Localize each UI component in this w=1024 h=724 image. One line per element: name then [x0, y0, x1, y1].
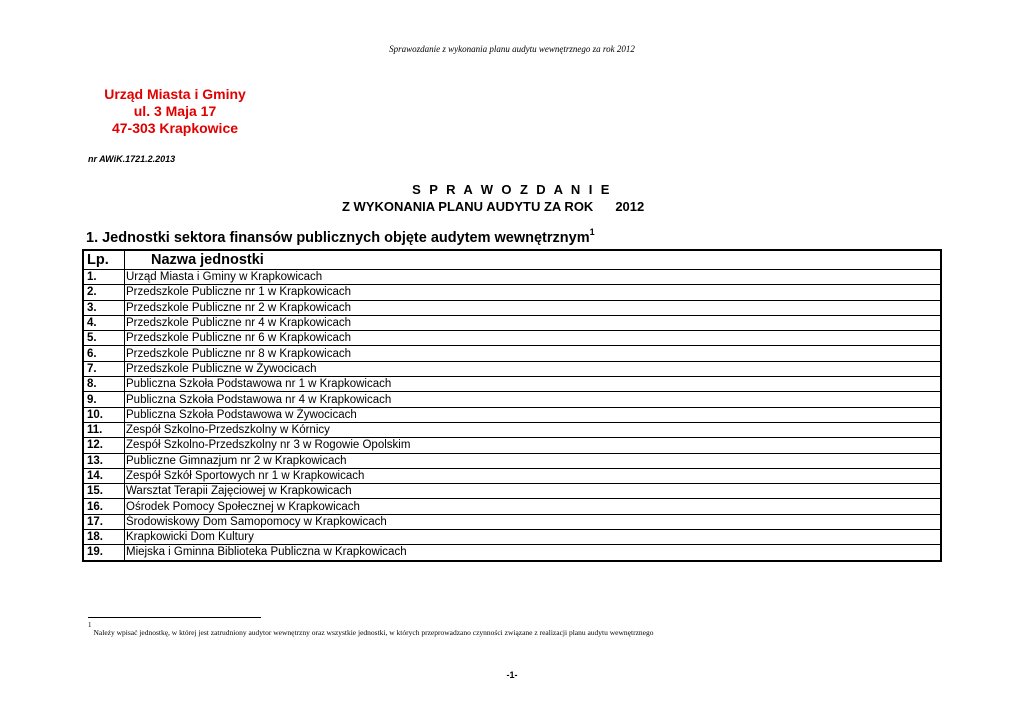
footnote-mark: 1: [88, 621, 92, 629]
table-row: [83, 361, 941, 376]
table-row: [83, 530, 941, 545]
organization-address-block: [80, 86, 270, 137]
unit-name: Publiczna Szkoła Podstawowa nr 1 w Krapkowicach: [125, 377, 942, 392]
report-year: 2012: [615, 199, 645, 214]
row-number: 5.: [83, 331, 125, 346]
organization-name: Urząd Miasta i Gminy: [104, 86, 246, 102]
units-table-body: [83, 270, 941, 561]
row-number: 16.: [83, 499, 125, 514]
row-number: 15.: [83, 484, 125, 499]
row-number: 17.: [83, 514, 125, 529]
unit-name: Środowiskowy Dom Samopomocy w Krapkowicach: [125, 514, 942, 529]
row-number: 12.: [83, 438, 125, 453]
unit-name: Zespół Szkolno-Przedszkolny w Kórnicy: [125, 422, 942, 437]
table-row: [83, 422, 941, 437]
row-number: 6.: [83, 346, 125, 361]
row-number: 9.: [83, 392, 125, 407]
table-row: [83, 331, 941, 346]
running-header: Sprawozdanie z wykonania planu audytu wewnętrznego za rok 2012: [389, 44, 635, 54]
unit-name: Zespół Szkolno-Przedszkolny nr 3 w Rogowie Opolskim: [125, 438, 942, 453]
unit-name: Publiczne Gimnazjum nr 2 w Krapkowicach: [125, 453, 942, 468]
row-number: 18.: [83, 530, 125, 545]
unit-name: Przedszkole Publiczne nr 8 w Krapkowicach: [125, 346, 942, 361]
table-row: [83, 545, 941, 561]
organization-city: 47-303 Krapkowice: [111, 120, 239, 136]
table-row: [83, 499, 941, 514]
row-number: 19.: [83, 545, 125, 561]
row-number: 2.: [83, 285, 125, 300]
unit-name: Przedszkole Publiczne nr 2 w Krapkowicach: [125, 300, 942, 315]
unit-name: Przedszkole Publiczne nr 6 w Krapkowicach: [125, 331, 942, 346]
row-number: 13.: [83, 453, 125, 468]
footnote-text: Należy wpisać jednostkę, w której jest zatrudniony audytor wewnętrzny oraz wszystkie jednostki, w których przeprowadzano czynności związane z realizacji planu audytu wewnętrznego: [93, 628, 654, 637]
unit-name: Przedszkole Publiczne nr 1 w Krapkowicach: [125, 285, 942, 300]
document-subtitle: [342, 199, 644, 214]
column-header-name: Nazwa jednostki: [125, 250, 942, 270]
table-row: [83, 377, 941, 392]
unit-name: Urząd Miasta i Gminy w Krapkowicach: [125, 270, 942, 285]
unit-name: Zespół Szkół Sportowych nr 1 w Krapkowicach: [125, 468, 942, 483]
table-row: [83, 285, 941, 300]
page-number: -1-: [506, 670, 518, 680]
table-row: [83, 300, 941, 315]
row-number: 11.: [83, 422, 125, 437]
column-header-lp: Lp.: [83, 250, 125, 270]
table-row: [83, 407, 941, 422]
document-subtitle-text: Z WYKONANIA PLANU AUDYTU ZA ROK: [342, 199, 594, 214]
section-1-heading-text: 1. Jednostki sektora finansów publicznych objęte audytem wewnętrznym: [86, 230, 590, 246]
table-row: [83, 315, 941, 330]
organization-street: ul. 3 Maja 17: [133, 103, 217, 119]
unit-name: Publiczna Szkoła Podstawowa nr 4 w Krapkowicach: [125, 392, 942, 407]
table-row: [83, 438, 941, 453]
section-1-heading: [86, 227, 595, 246]
table-row: [83, 346, 941, 361]
row-number: 1.: [83, 270, 125, 285]
units-table: [82, 249, 942, 562]
row-number: 4.: [83, 315, 125, 330]
table-row: [83, 484, 941, 499]
row-number: 14.: [83, 468, 125, 483]
unit-name: Krapkowicki Dom Kultury: [125, 530, 942, 545]
table-row: [83, 468, 941, 483]
unit-name: Przedszkole Publiczne w Żywocicach: [125, 361, 942, 376]
units-table-header-row: [83, 250, 941, 270]
row-number: 3.: [83, 300, 125, 315]
footnote: [88, 621, 654, 637]
row-number: 8.: [83, 377, 125, 392]
table-row: [83, 453, 941, 468]
unit-name: Miejska i Gminna Biblioteka Publiczna w Krapkowicach: [125, 545, 942, 561]
footnote-reference[interactable]: 1: [589, 227, 595, 237]
table-row: [83, 392, 941, 407]
unit-name: Publiczna Szkoła Podstawowa w Żywocicach: [125, 407, 942, 422]
unit-name: Przedszkole Publiczne nr 4 w Krapkowicach: [125, 315, 942, 330]
unit-name: Warsztat Terapii Zajęciowej w Krapkowicach: [125, 484, 942, 499]
reference-number: nr AWiK.1721.2.2013: [88, 154, 176, 164]
table-row: [83, 514, 941, 529]
footnote-separator: [88, 617, 261, 618]
document-title: S P R A W O Z D A N I E: [412, 182, 612, 197]
row-number: 7.: [83, 361, 125, 376]
table-row: [83, 270, 941, 285]
row-number: 10.: [83, 407, 125, 422]
unit-name: Ośrodek Pomocy Społecznej w Krapkowicach: [125, 499, 942, 514]
